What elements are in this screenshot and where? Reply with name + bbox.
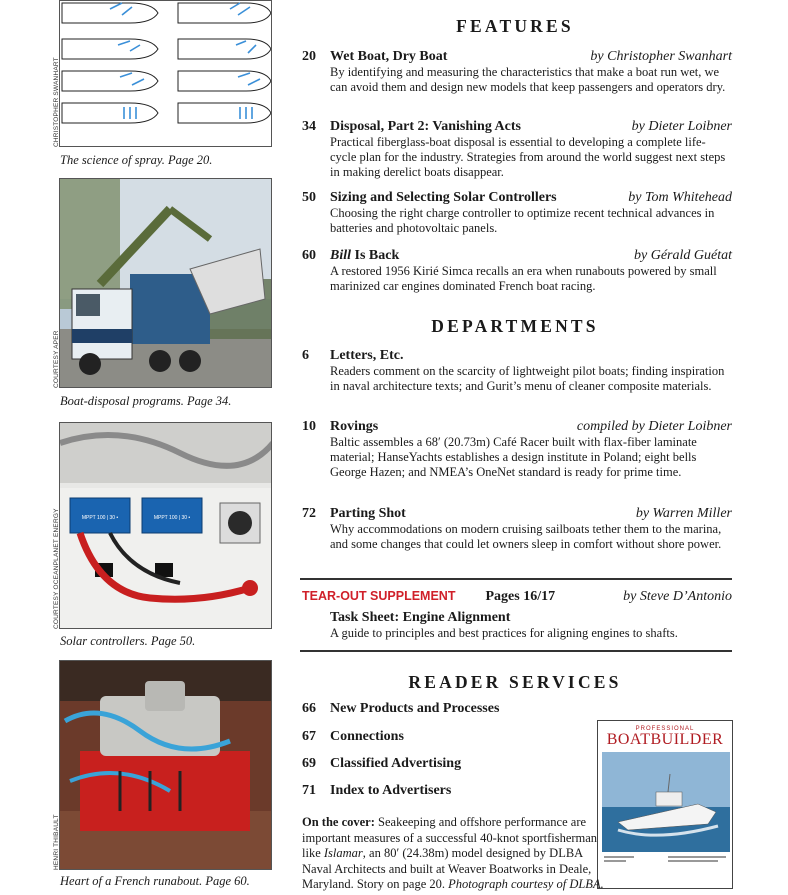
feature-title: Sizing and Selecting Solar Controllers <box>330 190 557 205</box>
department-title: Rovings <box>330 419 379 434</box>
cover-yacht-photo <box>598 752 733 872</box>
photo-credit-4: HENRI THIBAULT <box>53 814 60 870</box>
feature-description: Practical fiberglass-boat disposal is essential to developing a complete life-cycle plan for the industry. Strategies from around the world suggest next steps in making derelict boats disappear. <box>330 135 726 179</box>
reader-service-title: Index to Advertisers <box>330 783 452 798</box>
caption-disposal: Boat-disposal programs. Page 34. <box>60 394 232 408</box>
reader-service-page-number: 71 <box>302 783 316 798</box>
department-title: Letters, Etc. <box>330 348 404 363</box>
feature-description: By identifying and measuring the characteristics that make a boat run wet, we can avoid them and design new models that keep passengers and operators dry. <box>330 65 726 94</box>
truck-crane-illustration <box>60 179 272 388</box>
cover-italic-2: Photograph courtesy of DLBA. <box>448 877 604 891</box>
feature-item-20[interactable] <box>302 48 732 95</box>
cover-masthead: BOATBUILDER <box>606 731 724 748</box>
reader-service-title: Classified Advertising <box>330 756 462 771</box>
reader-service-item[interactable] <box>302 729 404 745</box>
department-item-10[interactable] <box>302 418 732 479</box>
department-page-number: 6 <box>302 348 309 363</box>
boat-disposal-image <box>59 178 272 388</box>
reader-service-page-number: 69 <box>302 756 316 771</box>
cover-lead: On the cover: <box>302 815 375 829</box>
tearout-pages: Pages 16/17 <box>485 589 556 604</box>
tearout-label: TEAR-OUT SUPPLEMENT <box>302 589 456 603</box>
department-item-72[interactable] <box>302 505 732 552</box>
department-page-number: 72 <box>302 506 316 521</box>
department-description: Readers comment on the scarcity of lightweight pilot boats; finding inspiration in naval architecture texts; and Gurit’s menu of cleaner composite materials. <box>330 364 725 393</box>
feature-title: Disposal, Part 2: Vanishing Acts <box>330 119 521 134</box>
feature-item-60[interactable] <box>302 247 732 294</box>
french-runabout-engine-image <box>59 660 272 870</box>
features-heading: FEATURES <box>456 16 574 36</box>
feature-item-34[interactable] <box>302 118 732 179</box>
feature-page-number: 50 <box>302 190 316 205</box>
feature-description: Choosing the right charge controller to optimize recent technical advances in batteries and photovoltaic panels. <box>330 206 715 235</box>
cover-description <box>302 815 604 893</box>
feature-page-number: 34 <box>302 119 316 134</box>
feature-byline: by Tom Whitehead <box>628 190 732 205</box>
tearout-bottom-divider <box>300 650 732 652</box>
reader-service-page-number: 66 <box>302 701 316 716</box>
tearout-supplement[interactable] <box>302 588 732 641</box>
magazine-cover-thumbnail[interactable] <box>597 720 733 889</box>
reader-service-item[interactable] <box>302 701 499 717</box>
tearout-byline: by Steve D’Antonio <box>623 589 732 604</box>
cover-text-1: Seakeeping and offshore performance are important measures of a successful 40-knot sportfisherman like <box>302 815 598 860</box>
charger-label-1: MPPT 100 | 30 • <box>81 515 119 521</box>
department-description: Why accommodations on modern cruising sailboats tether them to the marina, and some changes that could let owners sleep in comfort without shore power. <box>330 522 722 551</box>
department-byline: by Warren Miller <box>635 506 732 521</box>
reader-service-title: Connections <box>330 729 404 744</box>
reader-services-heading: READER SERVICES <box>408 672 622 692</box>
tearout-title: Task Sheet: Engine Alignment <box>330 610 511 625</box>
caption-engine: Heart of a French runabout. Page 60. <box>60 874 250 888</box>
feature-item-50[interactable] <box>302 189 732 236</box>
feature-page-number: 20 <box>302 49 316 64</box>
tearout-description: A guide to principles and best practices for aligning engines to shafts. <box>330 626 678 640</box>
photo-credit-3: COURTESY OCEANPLANET ENERGY <box>53 508 60 629</box>
photo-credit-2: COURTESY APER <box>53 330 60 388</box>
feature-byline: by Gérald Guétat <box>634 248 732 263</box>
feature-title-italic: Bill <box>330 248 352 263</box>
charge-controller-illustration <box>60 423 272 629</box>
feature-byline: by Dieter Loibner <box>631 119 732 134</box>
spray-diagram-image <box>59 0 272 147</box>
reader-service-page-number: 67 <box>302 729 316 744</box>
cover-italic-1: Islamar <box>323 846 363 860</box>
feature-byline: by Christopher Swanhart <box>590 49 732 64</box>
reader-service-item[interactable] <box>302 756 461 772</box>
feature-description: A restored 1956 Kirié Simca recalls an era when runabouts powered by small marinized car engines dominated French boat racing. <box>330 264 717 293</box>
engine-illustration <box>60 661 272 870</box>
hull-spray-diagram <box>60 1 272 147</box>
caption-solar: Solar controllers. Page 50. <box>60 634 196 648</box>
department-item-6[interactable] <box>302 347 732 394</box>
department-title: Parting Shot <box>330 506 406 521</box>
cover-text-2: , an 80′ (24.38m) model designed by DLBA Naval Architects and built at Weaver Boatworks in Deale, Maryland. Story on page 20. <box>302 846 592 891</box>
cover-masthead-top: PROFESSIONAL <box>635 726 695 732</box>
department-page-number: 10 <box>302 419 316 434</box>
solar-controllers-image <box>59 422 272 629</box>
feature-title-rest: Is Back <box>351 248 400 263</box>
caption-spray: The science of spray. Page 20. <box>60 153 213 167</box>
departments-heading: DEPARTMENTS <box>431 316 599 336</box>
department-description: Baltic assembles a 68′ (20.73m) Café Racer built with flax-fiber laminate material; HanseYachts establishes a design institute in Poland; eight bells George Hazen; and NMEA’s OneNet standard is ready for prime time. <box>330 435 697 479</box>
feature-page-number: 60 <box>302 248 316 263</box>
charger-label-2: MPPT 100 | 30 • <box>153 515 191 521</box>
photo-credit-1: CHRISTOPHER SWANHART <box>53 57 60 147</box>
feature-title <box>330 247 634 264</box>
feature-title: Wet Boat, Dry Boat <box>330 49 448 64</box>
reader-service-title: New Products and Processes <box>330 701 500 716</box>
tearout-top-divider <box>300 578 732 580</box>
department-byline: compiled by Dieter Loibner <box>576 419 732 434</box>
reader-service-item[interactable] <box>302 783 451 799</box>
